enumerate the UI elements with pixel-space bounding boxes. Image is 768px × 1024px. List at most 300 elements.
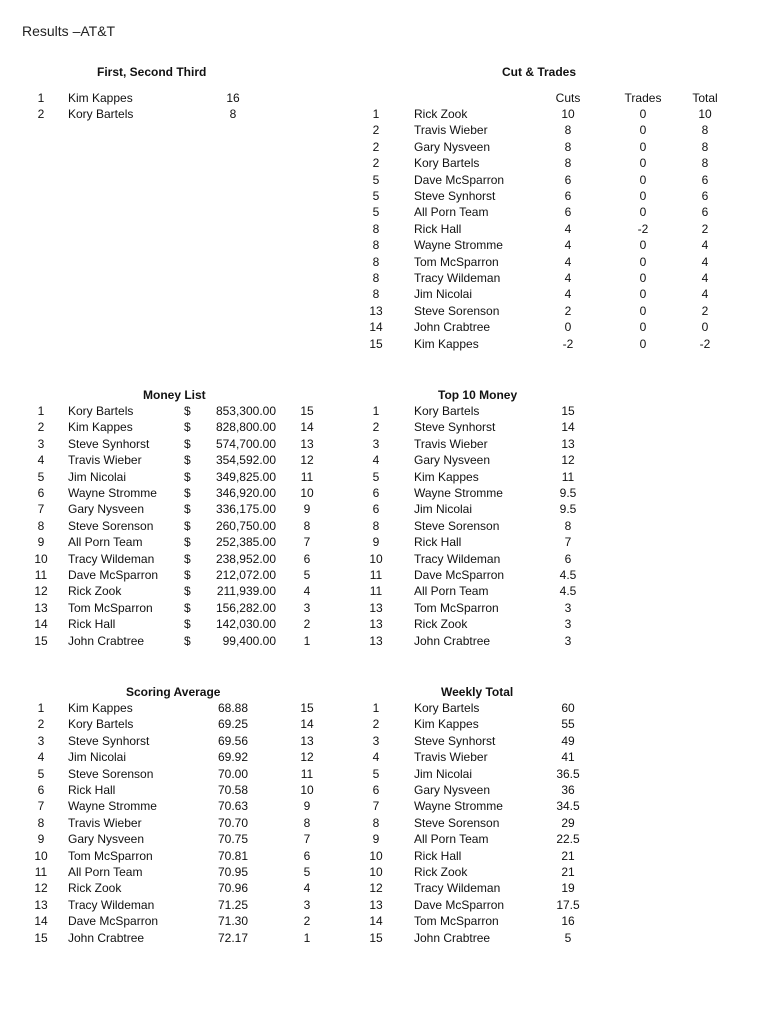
points-cell: 16 (226, 91, 240, 105)
player-name-cell: Kim Kappes (68, 420, 133, 435)
rank-cell: 8 (37, 518, 45, 533)
table-row (0, 469, 768, 485)
player-name-cell: Gary Nysveen (414, 453, 491, 468)
table-row (0, 188, 768, 204)
table-row (0, 831, 768, 847)
earnings-cell: 346,920.00 (215, 486, 276, 500)
scoring-average-cell: 70.00 (217, 766, 249, 781)
points-cell: 13 (300, 436, 314, 451)
total-cell: 8 (701, 123, 709, 138)
rank-cell: 13 (369, 600, 383, 615)
rank-cell: 5 (37, 766, 45, 781)
earnings-cell: 252,385.00 (215, 535, 276, 550)
rank-cell: 6 (372, 502, 380, 517)
rank-cell: 13 (34, 600, 48, 615)
player-name-cell: Wayne Stromme (414, 486, 503, 500)
rank-cell: 15 (34, 633, 48, 648)
cuts-cell: 4 (564, 238, 572, 253)
player-name-cell: Tom McSparron (414, 254, 499, 269)
table-row (0, 270, 768, 286)
trades-cell: 0 (639, 271, 647, 285)
currency-cell: $ (184, 633, 191, 648)
rank-cell: 1 (372, 404, 380, 418)
weekly-total-cell: 55 (561, 717, 575, 732)
rank-cell: 8 (372, 221, 380, 236)
cuts-cell: 4 (564, 271, 572, 285)
table-row (0, 913, 768, 929)
player-name-cell: Kory Bartels (68, 404, 134, 418)
rank-cell: 12 (369, 881, 383, 896)
player-name-cell: All Porn Team (414, 584, 489, 599)
scoring-average-cell: 70.81 (217, 848, 249, 863)
rank-cell: 13 (34, 897, 48, 912)
scoring-average-cell: 70.75 (217, 832, 249, 847)
table-row (0, 518, 768, 534)
rank-cell: 2 (372, 156, 380, 171)
rank-cell: 13 (369, 897, 383, 912)
rank-cell: 7 (37, 799, 45, 814)
earnings-cell: 574,700.00 (215, 436, 276, 451)
points-cell: 8 (229, 107, 237, 122)
table-row (0, 782, 768, 798)
points-cell: 5 (303, 568, 311, 582)
rank-cell: 1 (37, 701, 45, 715)
weekly-total-cell: 21 (561, 865, 575, 879)
table-row (0, 419, 768, 435)
rank-cell: 15 (34, 930, 48, 945)
trades-cell: 0 (639, 336, 647, 351)
player-name-cell: Gary Nysveen (68, 832, 145, 847)
earnings-cell: 853,300.00 (215, 404, 276, 418)
cuts-cell: 2 (564, 303, 572, 318)
weekly-total-cell: 36.5 (556, 766, 580, 781)
rank-cell: 15 (369, 930, 383, 945)
money-list-heading: Money List (143, 388, 206, 402)
scoring-average-cell: 68.88 (217, 701, 249, 715)
player-name-cell: Travis Wieber (414, 123, 488, 138)
scoring-average-cell: 70.63 (217, 799, 249, 814)
trades-cell: -2 (637, 221, 649, 236)
player-name-cell: Steve Sorenson (414, 303, 500, 318)
player-name-cell: Jim Nicolai (68, 750, 127, 765)
player-name-cell: Rick Zook (68, 584, 122, 599)
table-row (0, 237, 768, 253)
weekly-total-cell: 34.5 (556, 799, 580, 814)
table-row (0, 204, 768, 220)
table-row (0, 319, 768, 335)
table-row (0, 567, 768, 583)
scoring-average-cell: 70.96 (217, 881, 249, 896)
points-cell: 7 (564, 535, 572, 550)
rank-cell: 5 (372, 469, 380, 484)
first-second-third-heading: First, Second Third (97, 65, 207, 79)
cuts-cell: 8 (564, 139, 572, 154)
player-name-cell: Kory Bartels (414, 701, 480, 715)
total-column-header: Total (692, 91, 718, 105)
earnings-cell: 156,282.00 (215, 600, 276, 615)
player-name-cell: Steve Synhorst (414, 420, 496, 435)
player-name-cell: Steve Synhorst (414, 733, 496, 748)
player-name-cell: Dave McSparron (68, 914, 159, 929)
currency-cell: $ (184, 584, 191, 599)
player-name-cell: Rick Zook (414, 617, 468, 632)
cuts-cell: 0 (564, 320, 572, 335)
total-cell: 2 (701, 303, 709, 318)
table-row (0, 286, 768, 302)
points-cell: 1 (303, 930, 311, 945)
player-name-cell: Tom McSparron (414, 600, 499, 615)
player-name-cell: Wayne Stromme (68, 486, 157, 500)
table-row (0, 139, 768, 155)
currency-cell: $ (184, 535, 191, 550)
total-cell: 6 (701, 189, 709, 203)
trades-cell: 0 (639, 303, 647, 318)
points-cell: 3 (303, 600, 311, 615)
trades-cell: 0 (639, 139, 647, 154)
player-name-cell: John Crabtree (68, 930, 145, 945)
player-name-cell: Jim Nicolai (68, 469, 127, 484)
points-cell: 14 (300, 420, 314, 435)
points-cell: 13 (300, 733, 314, 748)
points-cell: 6 (303, 848, 311, 863)
player-name-cell: Tom McSparron (68, 848, 153, 863)
rank-cell: 8 (372, 287, 380, 302)
table-row (0, 600, 768, 616)
player-name-cell: Rick Zook (68, 881, 122, 896)
player-name-cell: John Crabtree (68, 633, 145, 648)
cuts-cell: 4 (564, 221, 572, 236)
rank-cell: 2 (37, 420, 45, 435)
rank-cell: 2 (37, 717, 45, 732)
rank-cell: 5 (372, 189, 380, 203)
player-name-cell: Travis Wieber (414, 750, 488, 765)
points-cell: 9 (303, 502, 311, 517)
currency-cell: $ (184, 617, 191, 632)
table-row (0, 815, 768, 831)
rank-cell: 6 (372, 486, 380, 500)
table-row (0, 897, 768, 913)
player-name-cell: All Porn Team (414, 832, 489, 847)
player-name-cell: All Porn Team (414, 205, 489, 220)
table-row (0, 501, 768, 517)
rank-cell: 10 (369, 865, 383, 879)
table-row (0, 254, 768, 270)
player-name-cell: Dave McSparron (414, 897, 505, 912)
cuts-cell: 10 (561, 107, 575, 121)
weekly-total-heading: Weekly Total (441, 685, 514, 699)
table-row (0, 485, 768, 501)
earnings-cell: 354,592.00 (215, 453, 276, 468)
currency-cell: $ (184, 551, 191, 566)
rank-cell: 14 (369, 320, 383, 335)
player-name-cell: Rick Hall (414, 221, 462, 236)
rank-cell: 8 (37, 815, 45, 830)
rank-cell: 12 (34, 584, 48, 599)
table-row (0, 90, 768, 106)
rank-cell: 5 (37, 469, 45, 484)
table-row (0, 749, 768, 765)
rank-cell: 10 (369, 848, 383, 863)
table-row (0, 848, 768, 864)
total-cell: 10 (698, 107, 712, 121)
points-cell: 14 (300, 717, 314, 732)
scoring-average-cell: 71.25 (217, 897, 249, 912)
scoring-average-cell: 69.25 (217, 717, 249, 732)
player-name-cell: Rick Zook (414, 865, 468, 879)
rank-cell: 2 (372, 420, 380, 435)
top10-money-heading: Top 10 Money (438, 388, 518, 402)
cuts-cell: 6 (564, 172, 572, 187)
player-name-cell: Kim Kappes (414, 717, 479, 732)
total-cell: 4 (701, 254, 709, 269)
weekly-total-cell: 22.5 (556, 832, 580, 847)
player-name-cell: Gary Nysveen (414, 783, 491, 797)
player-name-cell: John Crabtree (414, 320, 491, 335)
player-name-cell: Rick Hall (414, 848, 462, 863)
trades-column-header: Trades (624, 91, 662, 105)
player-name-cell: Kim Kappes (414, 469, 479, 484)
points-cell: 4 (303, 881, 311, 896)
rank-cell: 13 (369, 617, 383, 632)
currency-cell: $ (184, 502, 191, 517)
table-row (0, 766, 768, 782)
table-row (0, 798, 768, 814)
rank-cell: 6 (37, 486, 45, 500)
currency-cell: $ (184, 486, 191, 500)
player-name-cell: Wayne Stromme (414, 238, 503, 253)
cut-trades-heading: Cut & Trades (502, 65, 577, 79)
points-cell: 3 (564, 617, 572, 632)
player-name-cell: Travis Wieber (414, 436, 488, 451)
scoring-average-cell: 69.92 (217, 750, 249, 765)
player-name-cell: Gary Nysveen (68, 502, 145, 517)
points-cell: 12 (300, 453, 314, 468)
player-name-cell: Wayne Stromme (68, 799, 157, 814)
rank-cell: 4 (372, 750, 380, 765)
rank-cell: 4 (372, 453, 380, 468)
rank-cell: 13 (369, 633, 383, 648)
total-cell: 2 (701, 221, 709, 236)
earnings-cell: 238,952.00 (215, 551, 276, 566)
rank-cell: 11 (369, 568, 383, 582)
points-cell: 9 (303, 799, 311, 814)
cuts-cell: -2 (562, 336, 574, 351)
points-cell: 6 (564, 551, 572, 566)
points-cell: 15 (300, 404, 314, 418)
total-cell: 0 (701, 320, 709, 335)
rank-cell: 3 (37, 733, 45, 748)
weekly-total-cell: 60 (561, 701, 575, 715)
points-cell: 1 (303, 633, 311, 648)
rank-cell: 2 (372, 717, 380, 732)
currency-cell: $ (184, 420, 191, 435)
points-cell: 8 (303, 518, 311, 533)
player-name-cell: Rick Zook (414, 107, 468, 121)
table-row (0, 452, 768, 468)
player-name-cell: Tracy Wildeman (414, 551, 501, 566)
table-row (0, 700, 768, 716)
rank-cell: 9 (37, 832, 45, 847)
rank-cell: 7 (37, 502, 45, 517)
rank-cell: 5 (372, 766, 380, 781)
points-cell: 8 (564, 518, 572, 533)
rank-cell: 1 (372, 701, 380, 715)
rank-cell: 8 (372, 271, 380, 285)
player-name-cell: Steve Sorenson (414, 815, 500, 830)
earnings-cell: 142,030.00 (215, 617, 276, 632)
trades-cell: 0 (639, 189, 647, 203)
earnings-cell: 212,072.00 (215, 568, 276, 582)
player-name-cell: Tom McSparron (414, 914, 499, 929)
rank-cell: 2 (372, 139, 380, 154)
player-name-cell: Tracy Wildeman (68, 551, 155, 566)
table-row (0, 716, 768, 732)
player-name-cell: Steve Sorenson (68, 766, 154, 781)
player-name-cell: Steve Sorenson (68, 518, 154, 533)
points-cell: 9.5 (559, 486, 577, 500)
rank-cell: 14 (34, 914, 48, 929)
table-row (0, 880, 768, 896)
player-name-cell: Kim Kappes (414, 336, 479, 351)
cuts-cell: 8 (564, 123, 572, 138)
player-name-cell: Kory Bartels (414, 404, 480, 418)
points-cell: 6 (303, 551, 311, 566)
currency-cell: $ (184, 436, 191, 451)
player-name-cell: Steve Synhorst (68, 436, 150, 451)
rank-cell: 10 (34, 848, 48, 863)
table-row (0, 155, 768, 171)
player-name-cell: Kory Bartels (414, 156, 480, 171)
rank-cell: 4 (37, 453, 45, 468)
scoring-average-cell: 70.58 (217, 783, 249, 797)
table-row (0, 172, 768, 188)
total-cell: 6 (701, 172, 709, 187)
total-cell: 8 (701, 139, 709, 154)
trades-cell: 0 (639, 320, 647, 335)
total-cell: 4 (701, 271, 709, 285)
rank-cell: 10 (34, 551, 48, 566)
currency-cell: $ (184, 469, 191, 484)
weekly-total-cell: 29 (561, 815, 575, 830)
player-name-cell: Rick Hall (68, 783, 116, 797)
rank-cell: 9 (372, 535, 380, 550)
trades-cell: 0 (639, 123, 647, 138)
points-cell: 7 (303, 535, 311, 550)
rank-cell: 6 (37, 783, 45, 797)
player-name-cell: Kory Bartels (68, 717, 134, 732)
earnings-cell: 211,939.00 (216, 584, 276, 599)
rank-cell: 11 (369, 584, 383, 599)
rank-cell: 10 (369, 551, 383, 566)
total-cell: 8 (701, 156, 709, 171)
trades-cell: 0 (639, 287, 647, 302)
rank-cell: 3 (37, 436, 45, 451)
points-cell: 13 (561, 436, 575, 451)
rank-cell: 8 (372, 815, 380, 830)
total-cell: 4 (701, 287, 709, 302)
currency-cell: $ (184, 568, 191, 582)
cuts-cell: 8 (564, 156, 572, 171)
player-name-cell: John Crabtree (414, 633, 491, 648)
weekly-total-cell: 21 (561, 848, 575, 863)
player-name-cell: Tom McSparron (68, 600, 153, 615)
player-name-cell: Tracy Wildeman (414, 271, 501, 285)
trades-cell: 0 (639, 205, 647, 220)
weekly-total-cell: 16 (561, 914, 575, 929)
cuts-cell: 4 (564, 287, 572, 302)
rank-cell: 11 (34, 568, 48, 582)
rank-cell: 5 (372, 172, 380, 187)
table-row (0, 583, 768, 599)
scoring-average-heading: Scoring Average (126, 685, 221, 699)
table-row (0, 534, 768, 550)
rank-cell: 11 (34, 865, 48, 879)
table-row (0, 403, 768, 419)
trades-cell: 0 (639, 156, 647, 171)
rank-cell: 8 (372, 254, 380, 269)
weekly-total-cell: 41 (561, 750, 575, 765)
rank-cell: 3 (372, 436, 380, 451)
points-cell: 15 (561, 404, 575, 418)
player-name-cell: Gary Nysveen (414, 139, 491, 154)
table-row (0, 221, 768, 237)
rank-cell: 12 (34, 881, 48, 896)
player-name-cell: Dave McSparron (68, 568, 159, 582)
currency-cell: $ (184, 518, 191, 533)
earnings-cell: 828,800.00 (215, 420, 276, 435)
points-cell: 12 (300, 750, 314, 765)
trades-cell: 0 (639, 238, 647, 253)
points-cell: 11 (300, 766, 314, 781)
earnings-cell: 99,400.00 (222, 633, 276, 648)
table-row (0, 633, 768, 649)
scoring-average-cell: 69.56 (217, 733, 249, 748)
scoring-average-cell: 72.17 (217, 930, 249, 945)
rank-cell: 8 (372, 238, 380, 253)
weekly-total-cell: 49 (561, 733, 575, 748)
table-row (0, 551, 768, 567)
player-name-cell: Kim Kappes (68, 701, 133, 715)
player-name-cell: Jim Nicolai (414, 287, 473, 302)
trades-cell: 0 (639, 107, 647, 121)
points-cell: 2 (303, 617, 311, 632)
points-cell: 2 (303, 914, 311, 929)
trades-cell: 0 (639, 254, 647, 269)
points-cell: 10 (300, 486, 314, 500)
scoring-average-cell: 70.70 (217, 815, 249, 830)
points-cell: 5 (303, 865, 311, 879)
rank-cell: 4 (37, 750, 45, 765)
total-cell: -2 (699, 336, 711, 351)
rank-cell: 7 (372, 799, 380, 814)
points-cell: 9.5 (559, 502, 577, 517)
cuts-column-header: Cuts (555, 91, 581, 105)
player-name-cell: Jim Nicolai (414, 766, 473, 781)
currency-cell: $ (184, 453, 191, 468)
page-title: Results –AT&T (22, 23, 116, 39)
rank-cell: 15 (369, 336, 383, 351)
cuts-cell: 4 (564, 254, 572, 269)
table-row (0, 122, 768, 138)
points-cell: 12 (561, 453, 575, 468)
player-name-cell: John Crabtree (414, 930, 491, 945)
rank-cell: 2 (37, 107, 45, 122)
table-row (0, 864, 768, 880)
player-name-cell: Travis Wieber (68, 815, 142, 830)
points-cell: 4 (303, 584, 311, 599)
weekly-total-cell: 5 (564, 930, 572, 945)
cuts-cell: 6 (564, 205, 572, 220)
